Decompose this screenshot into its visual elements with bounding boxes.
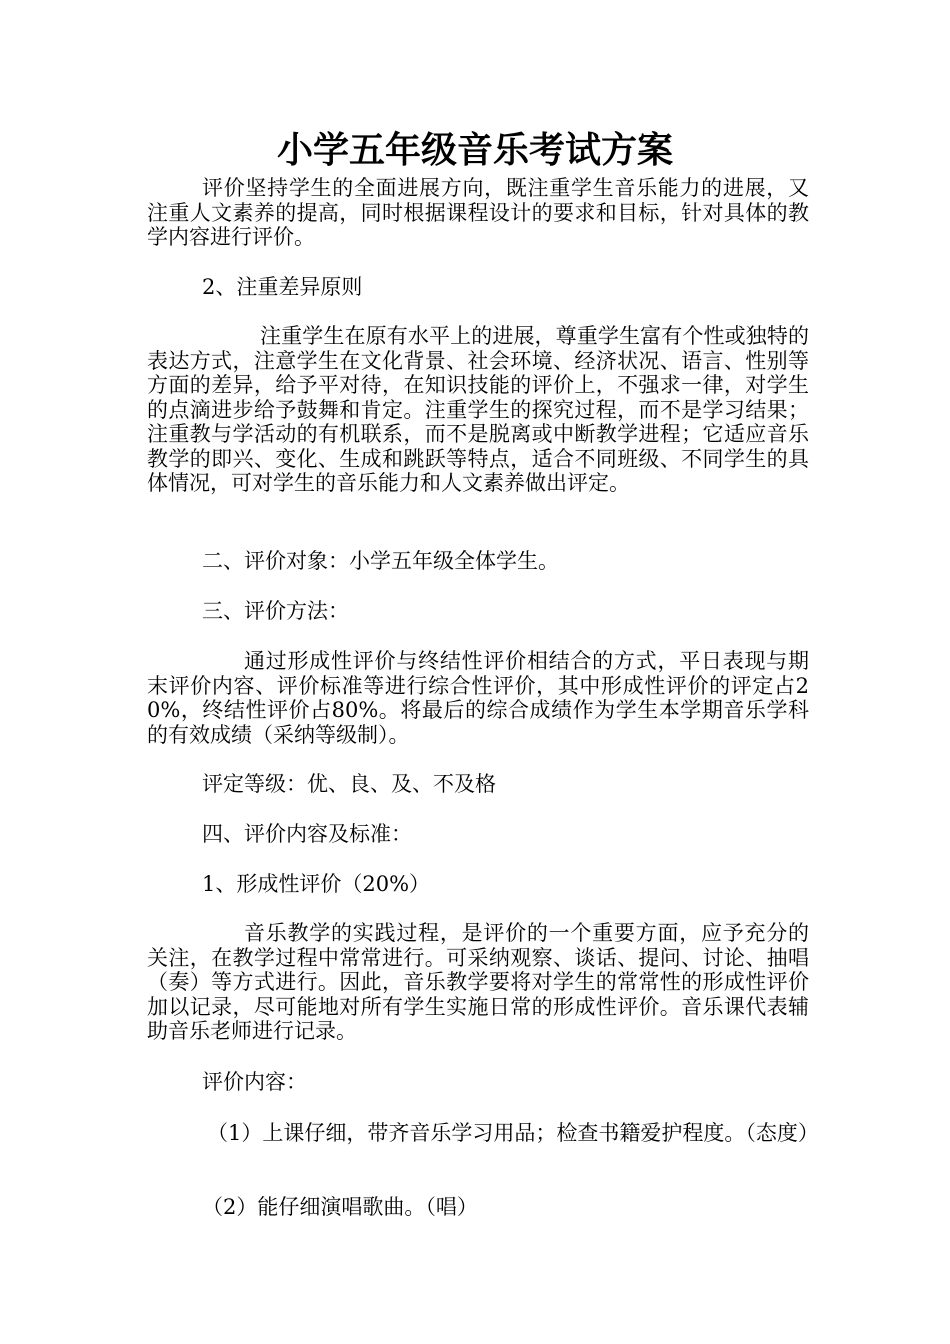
evaluation-method-paragraph: 通过形成性评价与终结性评价相结合的方式，平日表现与期末评价内容、评价标准等进行综合性评价，其中形成性评价的评定占20%，终结性评价占80%。将最后的综合成绩作为学生本学期音乐学科的有效成绩（采纳等级制）。 xyxy=(147,649,809,747)
heading-evaluation-content-standards: 四、评价内容及标准： xyxy=(202,822,412,846)
evaluation-item-2: （2）能仔细演唱歌曲。（唱） xyxy=(202,1195,478,1219)
intro-paragraph: 评价坚持学生的全面进展方向，既注重学生音乐能力的进展，又注重人文素养的提高，同时根据课程设计的要求和目标，针对具体的教学内容进行评价。 xyxy=(147,176,809,249)
grade-levels: 评定等级：优、良、及、不及格 xyxy=(202,772,496,796)
document-title: 小学五年级音乐考试方案 xyxy=(276,129,673,171)
heading-difference-principle: 2、注重差异原则 xyxy=(202,275,363,299)
heading-evaluation-method: 三、评价方法： xyxy=(202,599,349,623)
heading-formative-evaluation: 1、形成性评价（20%） xyxy=(202,872,431,896)
formative-evaluation-paragraph: 音乐教学的实践过程，是评价的一个重要方面，应予充分的关注，在教学过程中常常进行。可采纳观察、谈话、提问、讨论、抽唱（奏）等方式进行。因此，音乐教学要将对学生的常常性的形成性评价加以记录，尽可能地对所有学生实施日常的形成性评价。音乐课代表辅助音乐老师进行记录。 xyxy=(147,921,809,1043)
difference-principle-paragraph: 注重学生在原有水平上的进展，尊重学生富有个性或独特的表达方式，注意学生在文化背景、社会环境、经济状况、语言、性别等方面的差异，给予平对待，在知识技能的评价上，不强求一律，对学生的点滴进步给予鼓舞和肯定。注重学生的探究过程，而不是学习结果；注重教与学活动的有机联系，而不是脱离或中断教学进程；它适应音乐教学的即兴、变化、生成和跳跃等特点，适合不同班级、不同学生的具体情况，可对学生的音乐能力和人文素养做出评定。 xyxy=(147,324,809,495)
evaluation-item-1: （1）上课仔细，带齐音乐学习用品；检查书籍爱护程度。（态度） xyxy=(207,1121,819,1145)
heading-evaluation-items: 评价内容： xyxy=(202,1070,307,1094)
heading-evaluation-target: 二、评价对象：小学五年级全体学生。 xyxy=(202,549,559,573)
